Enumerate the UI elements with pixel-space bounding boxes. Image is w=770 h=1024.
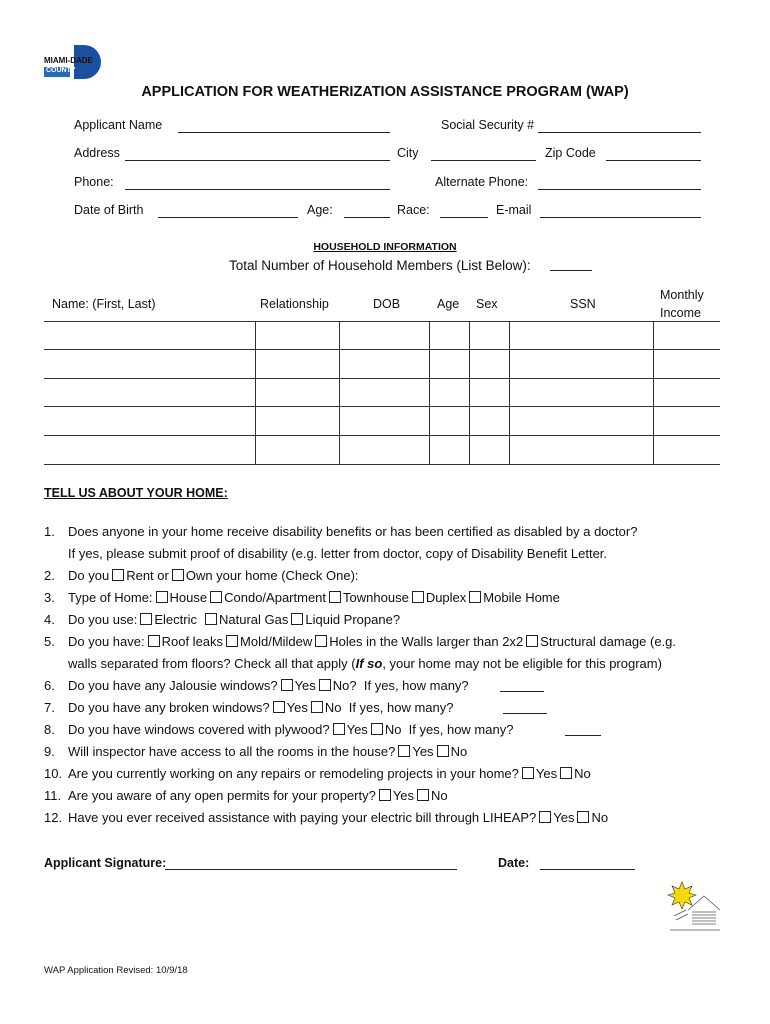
no-label: No [450, 744, 468, 759]
col-income: Income [660, 306, 701, 320]
natural-gas-label: Natural Gas [219, 612, 289, 627]
propane-label: Liquid Propane? [305, 612, 401, 627]
question-text: If yes, please submit proof of disability (e.g. letter from doctor, copy of Disability Benefit Letter. [68, 546, 608, 561]
roof-leaks-label: Roof leaks [161, 634, 224, 649]
natural-gas-checkbox[interactable] [205, 613, 217, 625]
phone-label: Phone: [74, 175, 114, 189]
structural-checkbox[interactable] [526, 635, 538, 647]
applicant-name-field[interactable] [178, 132, 390, 133]
household-total-label: Total Number of Household Members (List Below): [229, 258, 531, 273]
condo-label: Condo/Apartment [224, 590, 327, 605]
yes-label: Yes [392, 788, 415, 803]
question-6 [44, 678, 469, 693]
city-label: City [397, 146, 419, 160]
signature-field[interactable] [165, 869, 457, 870]
house-checkbox[interactable] [156, 591, 168, 603]
zip-label: Zip Code [545, 146, 596, 160]
table-col-line [339, 321, 340, 465]
no-label: No [591, 810, 609, 825]
question-3 [44, 590, 560, 605]
dob-field[interactable] [158, 217, 298, 218]
question-9 [44, 744, 467, 759]
how-many-label: If yes, how many? [408, 722, 514, 737]
question-number: 11. [44, 788, 62, 803]
jalousie-yes-checkbox[interactable] [281, 679, 293, 691]
question-number: 10. [44, 766, 63, 781]
col-sex: Sex [476, 297, 498, 311]
table-row-line [44, 349, 720, 350]
broken-no-checkbox[interactable] [311, 701, 323, 713]
mobile-home-label: Mobile Home [483, 590, 560, 605]
propane-checkbox[interactable] [291, 613, 303, 625]
phone-field[interactable] [125, 189, 390, 190]
question-text: Does anyone in your home receive disability benefits or has been certified as disabled by a doctor? [68, 524, 638, 539]
emphasis-text: If so [355, 656, 383, 671]
no-label: No [574, 766, 591, 781]
question-1 [44, 524, 637, 539]
question-text: Do you [68, 568, 110, 583]
date-label: Date: [498, 856, 530, 870]
repairs-yes-checkbox[interactable] [522, 767, 534, 779]
logo-text-line1: MIAMI-DADE [44, 56, 93, 65]
signature-label: Applicant Signature: [44, 856, 167, 870]
question-text: Do you have any broken windows? [68, 700, 270, 715]
question-text: Do you use: [68, 612, 138, 627]
question-4 [44, 612, 400, 627]
yes-label: Yes [286, 700, 308, 715]
footer-revision: WAP Application Revised: 10/9/18 [44, 965, 188, 976]
structural-label: Structural damage (e.g. [540, 634, 677, 649]
dob-label: Date of Birth [74, 203, 144, 217]
tell-us-heading: TELL US ABOUT YOUR HOME: [44, 486, 228, 500]
no-label: No [384, 722, 402, 737]
question-2 [44, 568, 359, 583]
jalousie-no-checkbox[interactable] [319, 679, 331, 691]
no-label: No [324, 700, 342, 715]
household-total-field[interactable] [550, 270, 592, 271]
duplex-label: Duplex [425, 590, 467, 605]
yes-label: Yes [535, 766, 558, 781]
col-ssn: SSN [570, 297, 596, 311]
question-1-note [44, 546, 607, 561]
question-number: 5. [44, 634, 55, 649]
rent-label: Rent or [126, 568, 169, 583]
holes-checkbox[interactable] [315, 635, 327, 647]
zip-field[interactable] [606, 160, 701, 161]
household-title: HOUSEHOLD INFORMATION [313, 241, 457, 253]
col-age: Age [437, 297, 460, 311]
table-row-line [44, 464, 720, 465]
question-5-note [44, 656, 662, 671]
table-col-line [509, 321, 510, 465]
electric-label: Electric [154, 612, 197, 627]
own-checkbox[interactable] [172, 569, 184, 581]
rent-checkbox[interactable] [112, 569, 124, 581]
question-number: 2. [44, 568, 55, 583]
liheap-yes-checkbox[interactable] [539, 811, 551, 823]
question-text: Type of Home: [68, 590, 153, 605]
house-label: House [169, 590, 208, 605]
roof-leaks-checkbox[interactable] [148, 635, 160, 647]
how-many-label: If yes, how many? [348, 700, 454, 715]
applicant-name-label: Applicant Name [74, 118, 163, 132]
access-yes-checkbox[interactable] [398, 745, 410, 757]
question-number: 12. [44, 810, 63, 825]
question-8 [44, 722, 513, 737]
table-col-line [255, 321, 256, 465]
table-row-line [44, 378, 720, 379]
townhouse-checkbox[interactable] [329, 591, 341, 603]
own-label: Own your home (Check One): [185, 568, 359, 583]
question-12 [44, 810, 608, 825]
weatherization-logo [664, 880, 724, 936]
ssn-field[interactable] [538, 132, 701, 133]
question-text: Do you have: [68, 634, 145, 649]
question-number: 4. [44, 612, 55, 627]
mold-checkbox[interactable] [226, 635, 238, 647]
question-number: 7. [44, 700, 55, 715]
city-field[interactable] [431, 160, 536, 161]
age-label: Age: [307, 203, 333, 217]
alt-phone-field[interactable] [538, 189, 701, 190]
email-field[interactable] [540, 217, 701, 218]
table-col-line [653, 321, 654, 465]
logo-text-line2: COUNTY [46, 67, 76, 74]
townhouse-label: Townhouse [343, 590, 409, 605]
repairs-no-checkbox[interactable] [560, 767, 572, 779]
date-field[interactable] [540, 869, 635, 870]
condo-checkbox[interactable] [210, 591, 222, 603]
question-text: walls separated from floors? Check all that apply ( [68, 656, 356, 671]
question-number: 6. [44, 678, 55, 693]
age-field[interactable] [344, 217, 390, 218]
question-5 [44, 634, 676, 649]
question-text: Are you aware of any open permits for your property? [68, 788, 376, 803]
race-label: Race: [397, 203, 430, 217]
question-7 [44, 700, 453, 715]
col-relationship: Relationship [260, 297, 329, 311]
ssn-label: Social Security # [441, 118, 535, 132]
question-number: 8. [44, 722, 55, 737]
question-number: 9. [44, 744, 55, 759]
col-name: Name: (First, Last) [52, 297, 156, 311]
holes-label: Holes in the Walls larger than 2x2 [329, 634, 524, 649]
table-row-line [44, 435, 720, 436]
plywood-no-checkbox[interactable] [371, 723, 383, 735]
no-label: No? [332, 678, 357, 693]
question-text: Do you have any Jalousie windows? [68, 678, 278, 693]
mold-label: Mold/Mildew [240, 634, 313, 649]
alt-phone-label: Alternate Phone: [435, 175, 529, 189]
col-dob: DOB [373, 297, 401, 311]
table-col-line [469, 321, 470, 465]
question-text: , your home may not be eligible for this program) [382, 656, 662, 671]
broken-count-field[interactable] [503, 713, 547, 714]
how-many-label: If yes, how many? [363, 678, 469, 693]
address-field[interactable] [125, 160, 390, 161]
question-number: 3. [44, 590, 55, 605]
access-no-checkbox[interactable] [437, 745, 449, 757]
yes-label: Yes [294, 678, 316, 693]
table-row-line [44, 406, 720, 407]
broken-yes-checkbox[interactable] [273, 701, 285, 713]
permits-no-checkbox[interactable] [417, 789, 429, 801]
race-field[interactable] [440, 217, 488, 218]
jalousie-count-field[interactable] [500, 691, 544, 692]
yes-label: Yes [412, 744, 434, 759]
address-label: Address [74, 146, 120, 160]
mobile-home-checkbox[interactable] [469, 591, 481, 603]
question-text: Do you have windows covered with plywood? [68, 722, 330, 737]
permits-yes-checkbox[interactable] [379, 789, 391, 801]
table-col-line [429, 321, 430, 465]
question-text: Have you ever received assistance with paying your electric bill through LIHEAP? [68, 810, 537, 825]
yes-label: Yes [346, 722, 368, 737]
no-label: No [431, 788, 448, 803]
question-11 [44, 788, 448, 803]
question-text: Will inspector have access to all the rooms in the house? [68, 744, 396, 759]
plywood-yes-checkbox[interactable] [333, 723, 345, 735]
question-number: 1. [44, 524, 55, 539]
page-title: APPLICATION FOR WEATHERIZATION ASSISTANCE PROGRAM (WAP) [141, 84, 629, 100]
liheap-no-checkbox[interactable] [577, 811, 589, 823]
question-text: Are you currently working on any repairs or remodeling projects in your home? [68, 766, 519, 781]
email-label: E-mail [496, 203, 532, 217]
yes-label: Yes [553, 810, 575, 825]
county-logo [44, 45, 102, 79]
col-monthly: Monthly [660, 288, 704, 302]
plywood-count-field[interactable] [565, 735, 601, 736]
electric-checkbox[interactable] [140, 613, 152, 625]
duplex-checkbox[interactable] [412, 591, 424, 603]
table-row-line [44, 321, 720, 322]
question-10 [44, 766, 591, 781]
